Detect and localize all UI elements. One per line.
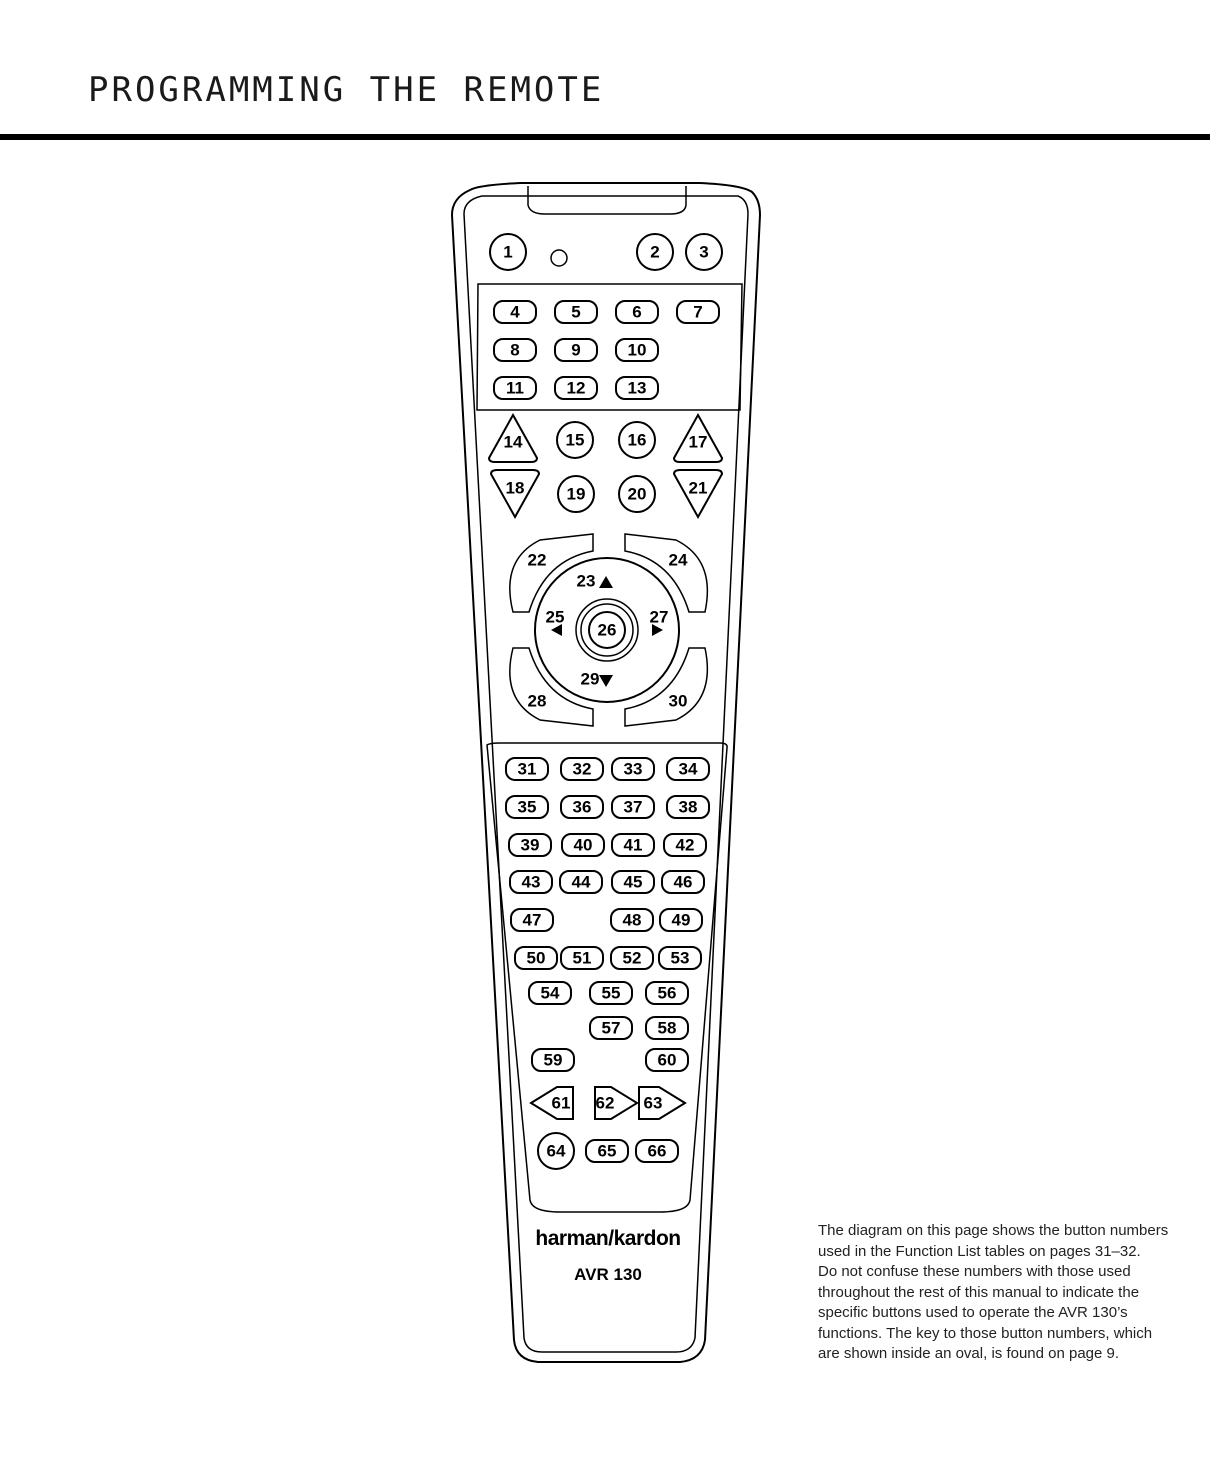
- button-label: 8: [510, 340, 520, 360]
- button-39[interactable]: [509, 834, 551, 856]
- button-50[interactable]: [515, 947, 557, 969]
- button-17[interactable]: [674, 415, 722, 462]
- ir-window: [528, 186, 686, 214]
- button-label: 66: [647, 1141, 667, 1161]
- button-label: 64: [546, 1141, 566, 1161]
- button-label: 24: [668, 550, 688, 570]
- button-49[interactable]: [660, 909, 702, 931]
- button-27[interactable]: [650, 608, 669, 627]
- button-label: 30: [668, 691, 688, 711]
- button-12[interactable]: [555, 377, 597, 399]
- button-label: 35: [517, 797, 537, 817]
- button-label: 44: [571, 872, 591, 892]
- button-21[interactable]: [674, 470, 722, 517]
- button-9[interactable]: [555, 339, 597, 361]
- button-label: 52: [622, 948, 642, 968]
- button-label: 26: [597, 620, 617, 640]
- button-label: 47: [522, 910, 542, 930]
- button-23[interactable]: [577, 572, 596, 591]
- button-59[interactable]: [532, 1049, 574, 1071]
- button-16[interactable]: [619, 422, 655, 458]
- button-label: 14: [503, 432, 523, 452]
- button-label: 62: [595, 1093, 615, 1113]
- button-61[interactable]: [531, 1087, 573, 1119]
- button-34[interactable]: [667, 758, 709, 780]
- button-36[interactable]: [561, 796, 603, 818]
- button-label: 54: [540, 983, 560, 1003]
- caption-line: functions. The key to those button numbers, which: [818, 1324, 1153, 1342]
- button-label: 12: [566, 378, 586, 398]
- button-label: 32: [572, 759, 592, 779]
- button-57[interactable]: [590, 1017, 632, 1039]
- button-42[interactable]: [664, 834, 706, 856]
- button-56[interactable]: [646, 982, 688, 1004]
- button-label: 37: [623, 797, 643, 817]
- button-label: 6: [632, 302, 642, 322]
- button-label: 9: [571, 340, 581, 360]
- button-51[interactable]: [561, 947, 603, 969]
- caption-line: Do not confuse these numbers with those used: [818, 1263, 1131, 1280]
- brand-logo: harman/kardon: [535, 1227, 681, 1250]
- button-label: 19: [566, 484, 586, 504]
- button-label: 18: [505, 478, 525, 498]
- button-label: 43: [521, 872, 541, 892]
- button-label: 23: [576, 571, 596, 591]
- button-label: 56: [657, 983, 677, 1003]
- button-label: 17: [688, 432, 708, 452]
- button-label: 58: [657, 1018, 677, 1038]
- button-label: 42: [675, 835, 695, 855]
- button-53[interactable]: [659, 947, 701, 969]
- button-label: 36: [572, 797, 592, 817]
- button-label: 3: [699, 242, 709, 262]
- button-44[interactable]: [560, 871, 602, 893]
- button-22[interactable]: [528, 551, 547, 570]
- button-label: 27: [649, 607, 669, 627]
- indicator-led: [551, 250, 567, 266]
- button-label: 63: [643, 1093, 663, 1113]
- caption-line: used in the Function List tables on pages 31–32.: [818, 1242, 1141, 1260]
- button-label: 4: [510, 302, 520, 322]
- button-2[interactable]: [637, 234, 673, 270]
- button-label: 61: [551, 1093, 571, 1113]
- button-6[interactable]: [616, 301, 658, 323]
- button-label: 39: [520, 835, 540, 855]
- button-31[interactable]: [506, 758, 548, 780]
- button-label: 28: [527, 691, 547, 711]
- button-47[interactable]: [511, 909, 553, 931]
- button-45[interactable]: [612, 871, 654, 893]
- caption-line: The diagram on this page shows the button numbers: [818, 1222, 1169, 1239]
- button-label: 2: [650, 242, 660, 262]
- model-label: AVR 130: [574, 1265, 642, 1284]
- button-label: 60: [657, 1050, 677, 1070]
- button-60[interactable]: [646, 1049, 688, 1071]
- button-63[interactable]: [639, 1087, 685, 1119]
- button-5[interactable]: [555, 301, 597, 323]
- paddle-24: [625, 534, 707, 612]
- arrow-up-icon: [599, 576, 613, 588]
- button-54[interactable]: [529, 982, 571, 1004]
- page-title: PROGRAMMING THE REMOTE: [88, 70, 605, 110]
- button-label: 50: [526, 948, 546, 968]
- button-28[interactable]: [528, 692, 547, 711]
- button-label: 65: [597, 1141, 617, 1161]
- button-15[interactable]: [557, 422, 593, 458]
- button-7[interactable]: [677, 301, 719, 323]
- button-37[interactable]: [612, 796, 654, 818]
- caption: [818, 1221, 1169, 1365]
- button-62[interactable]: [595, 1087, 637, 1119]
- button-58[interactable]: [646, 1017, 688, 1039]
- button-label: 22: [527, 550, 547, 570]
- button-label: 59: [543, 1050, 563, 1070]
- button-label: 16: [627, 430, 647, 450]
- button-label: 7: [693, 302, 703, 322]
- button-35[interactable]: [506, 796, 548, 818]
- caption-line: are shown inside an oval, is found on page 9.: [818, 1345, 1120, 1362]
- button-label: 46: [673, 872, 693, 892]
- button-label: 25: [545, 607, 565, 627]
- button-label: 21: [688, 478, 708, 498]
- button-55[interactable]: [590, 982, 632, 1004]
- button-1[interactable]: [490, 234, 526, 270]
- button-label: 31: [517, 759, 537, 779]
- button-label: 13: [627, 378, 647, 398]
- caption-line: throughout the rest of this manual to indicate the: [818, 1283, 1140, 1301]
- button-4[interactable]: [494, 301, 536, 323]
- button-label: 29: [580, 669, 600, 689]
- button-19[interactable]: [558, 476, 594, 512]
- button-label: 53: [670, 948, 690, 968]
- button-label: 49: [671, 910, 691, 930]
- button-3[interactable]: [686, 234, 722, 270]
- button-40[interactable]: [562, 834, 604, 856]
- button-8[interactable]: [494, 339, 536, 361]
- button-label: 5: [571, 302, 581, 322]
- button-label: 15: [565, 430, 585, 450]
- button-label: 45: [623, 872, 643, 892]
- button-label: 55: [601, 983, 621, 1003]
- paddle-30: [625, 648, 707, 726]
- button-10[interactable]: [616, 339, 658, 361]
- button-46[interactable]: [662, 871, 704, 893]
- button-label: 41: [623, 835, 643, 855]
- button-label: 11: [506, 378, 524, 398]
- button-24[interactable]: [669, 551, 688, 570]
- button-label: 38: [678, 797, 698, 817]
- button-48[interactable]: [611, 909, 653, 931]
- button-label: 57: [601, 1018, 621, 1038]
- button-64[interactable]: [538, 1133, 574, 1169]
- button-14[interactable]: [489, 415, 537, 462]
- button-66[interactable]: [636, 1140, 678, 1162]
- button-label: 40: [573, 835, 593, 855]
- button-32[interactable]: [561, 758, 603, 780]
- button-label: 33: [623, 759, 643, 779]
- button-label: 10: [627, 340, 647, 360]
- button-65[interactable]: [586, 1140, 628, 1162]
- button-38[interactable]: [667, 796, 709, 818]
- button-43[interactable]: [510, 871, 552, 893]
- remote-buttons: [489, 234, 722, 1284]
- button-33[interactable]: [612, 758, 654, 780]
- button-13[interactable]: [616, 377, 658, 399]
- button-52[interactable]: [611, 947, 653, 969]
- button-label: 1: [503, 242, 513, 262]
- button-29[interactable]: [581, 670, 600, 689]
- button-label: 48: [622, 910, 642, 930]
- button-label: 20: [627, 484, 647, 504]
- button-25[interactable]: [546, 608, 565, 627]
- button-11[interactable]: [494, 377, 536, 399]
- button-label: 34: [678, 759, 698, 779]
- arrow-down-icon: [599, 675, 613, 687]
- button-label: 51: [572, 948, 592, 968]
- button-41[interactable]: [612, 834, 654, 856]
- button-26[interactable]: [589, 612, 625, 648]
- button-18[interactable]: [491, 470, 539, 517]
- button-30[interactable]: [669, 692, 688, 711]
- button-20[interactable]: [619, 476, 655, 512]
- caption-line: specific buttons used to operate the AVR 130’s: [818, 1304, 1128, 1321]
